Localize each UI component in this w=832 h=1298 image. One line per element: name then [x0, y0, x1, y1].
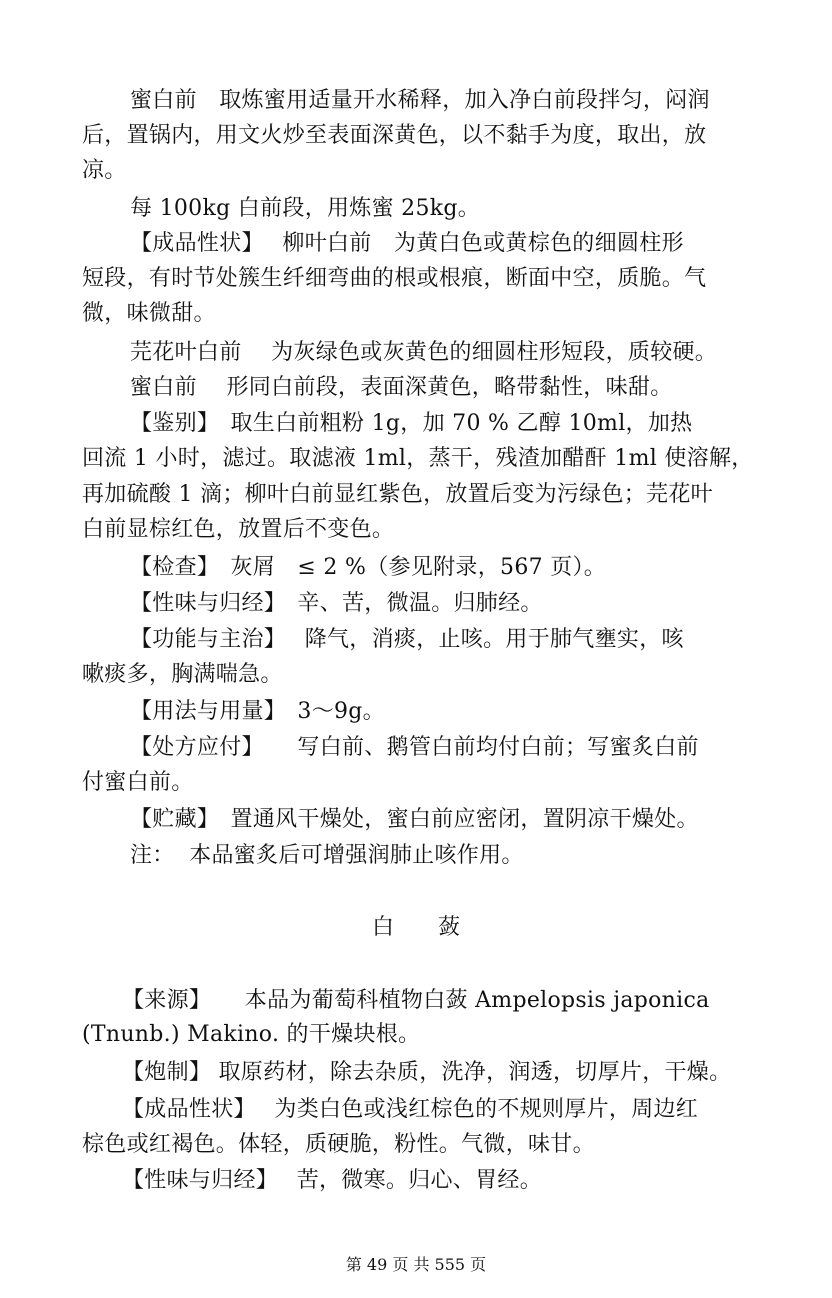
text-line: 每 100kg 白前段，用炼蜜 25kg。	[130, 196, 481, 221]
text-line: 【贮藏】 置通风干燥处，蜜白前应密闭，置阴凉干燥处。	[130, 807, 699, 832]
text-line: 【检查】 灰屑 ≤ 2 %（参见附录，567 页）。	[130, 555, 607, 580]
text-line: (Tnunb.) Makino. 的干燥块根。	[82, 1022, 421, 1047]
text-line: 【成品性状】 为类白色或浅红棕色的不规则厚片，周边红	[122, 1097, 699, 1122]
text-line: 【功能与主治】 降气，消痰，止咳。用于肺气壅实，咳	[130, 627, 684, 652]
text-line: 白前显棕红色，放置后不变色。	[82, 517, 395, 542]
text-line: 【用法与用量】 3～9g。	[130, 699, 385, 724]
text-line: 微，味微甜。	[82, 301, 216, 326]
text-line: 【来源】 本品为葡萄科植物白蔹 Ampelopsis japonica	[122, 988, 710, 1013]
text-line: 【处方应付】 写白前、鹅管白前均付白前；写蜜炙白前	[130, 735, 699, 760]
text-line: 付蜜白前。	[82, 770, 194, 795]
section-title-char: 白	[371, 915, 394, 940]
text-line: 【鉴别】 取生白前粗粉 1g，加 70 % 乙醇 10ml，加热	[130, 411, 693, 436]
page-footer: 第 49 页 共 555 页	[345, 1255, 487, 1274]
section-title-char: 蔹	[438, 915, 461, 940]
text-line: 芫花叶白前 为灰绿色或灰黄色的细圆柱形短段，质较硬。	[130, 340, 718, 365]
text-line: 棕色或红褐色。体轻，质硬脆，粉性。气微，味甘。	[82, 1132, 595, 1157]
text-line: 回流 1 小时，滤过。取滤液 1ml，蒸干，残渣加醋酐 1ml 使溶解，	[82, 446, 754, 471]
text-line: 嗽痰多，胸满喘急。	[82, 662, 283, 687]
text-line: 【炮制】 取原药材，除去杂质，洗净，润透，切厚片，干燥。	[122, 1060, 732, 1085]
text-line: 蜜白前 形同白前段，表面深黄色，略带黏性，味甜。	[130, 375, 673, 400]
text-line: 【成品性状】 柳叶白前 为黄白色或黄棕色的细圆柱形	[130, 231, 684, 256]
text-line: 凉。	[82, 158, 127, 183]
text-line: 【性味与归经】 辛、苦，微温。归肺经。	[130, 591, 543, 616]
section-title	[0, 913, 832, 943]
text-line: 注： 本品蜜炙后可增强润肺止咳作用。	[130, 843, 524, 868]
text-line: 蜜白前 取炼蜜用适量开水稀释，加入净白前段拌匀，闷润	[130, 88, 710, 113]
text-line: 【性味与归经】 苦，微寒。归心、胃经。	[122, 1168, 542, 1193]
text-line: 短段，有时节处簇生纤细弯曲的根或根痕，断面中空，质脆。气	[82, 266, 707, 291]
text-line: 再加硫酸 1 滴；柳叶白前显红紫色，放置后变为污绿色；芫花叶	[82, 482, 713, 507]
text-line: 后，置锅内，用文火炒至表面深黄色，以不黏手为度，取出，放	[82, 123, 707, 148]
